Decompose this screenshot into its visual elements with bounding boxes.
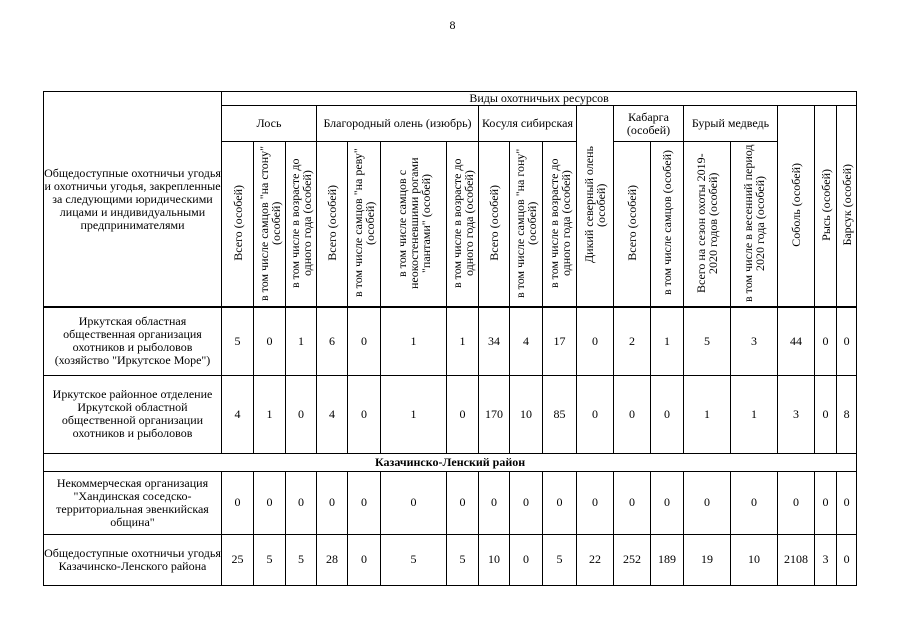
table-cell: 170: [479, 375, 510, 453]
table-cell: 0: [222, 471, 254, 534]
header-elk-total: Всего (особей): [222, 142, 254, 308]
table-cell: 5: [381, 534, 447, 585]
table-cell: 4: [510, 307, 543, 375]
table-cell: 85: [543, 375, 577, 453]
group-bear: Бурый медведь: [684, 106, 778, 142]
table-cell: 0: [447, 375, 479, 453]
table-cell: 2108: [778, 534, 815, 585]
row-org-name: Общедоступные охотничьи угодья Казачинско-Ленского района: [44, 534, 222, 585]
table-cell: 1: [381, 375, 447, 453]
district-title: Казачинско-Ленский район: [44, 453, 857, 471]
header-roe-total: Всего (особей): [479, 142, 510, 308]
table-cell: 0: [837, 471, 857, 534]
table-cell: 5: [286, 534, 317, 585]
row-org-name: Иркутская областная общественная организация охотников и рыболовов (хозяйство "Иркутское Море"): [44, 307, 222, 375]
row-org-name: Некоммерческая организация "Хандинская соседско-территориальная эвенкийская община": [44, 471, 222, 534]
table-cell: 0: [577, 307, 614, 375]
table-cell: 0: [815, 307, 837, 375]
header-deer-young: в том числе в возрасте до одного года (особей): [447, 142, 479, 308]
table-cell: 8: [837, 375, 857, 453]
header-deer-antler: в том числе самцов с неокостеневшими рогами "пантами" (особей): [381, 142, 447, 308]
table-cell: 0: [543, 471, 577, 534]
table-cell: 0: [510, 534, 543, 585]
table-cell: 25: [222, 534, 254, 585]
table-cell: 3: [731, 307, 778, 375]
header-lynx: Рысь (особей): [815, 106, 837, 308]
table-row: [44, 534, 857, 585]
table-cell: 0: [815, 471, 837, 534]
table-cell: 34: [479, 307, 510, 375]
table-cell: 0: [317, 471, 348, 534]
header-musk-males: в том числе самцов (особей): [651, 142, 684, 308]
header-deer-total: Всего (особей): [317, 142, 348, 308]
table-cell: 189: [651, 534, 684, 585]
header-bear-spring: в том числе в весенний период 2020 года (особей): [731, 142, 778, 308]
hunting-resources-table: [43, 91, 857, 586]
group-deer: Благородный олень (изюбрь): [317, 106, 479, 142]
table-cell: 0: [348, 471, 381, 534]
table-cell: 0: [837, 307, 857, 375]
header-roe-males: в том числе самцов "на гону" (особей): [510, 142, 543, 308]
table-cell: 5: [254, 534, 286, 585]
table-cell: 22: [577, 534, 614, 585]
table-cell: 4: [222, 375, 254, 453]
header-elk-males: в том числе самцов "на стону" (особей): [254, 142, 286, 308]
group-musk: Кабарга (особей): [614, 106, 684, 142]
header-elk-young: в том числе в возрасте до одного года (особей): [286, 142, 317, 308]
table-row: [44, 471, 857, 534]
table-cell: 0: [651, 375, 684, 453]
table-cell: 0: [614, 471, 651, 534]
table-cell: 0: [577, 375, 614, 453]
table-cell: 0: [510, 471, 543, 534]
table-cell: 0: [837, 534, 857, 585]
header-bear-season: Всего на сезон охоты 2019-2020 годов (особей): [684, 142, 731, 308]
table-cell: 1: [447, 307, 479, 375]
table-row: [44, 307, 857, 375]
header-deer-males: в том числе самцов "на реву" (особей): [348, 142, 381, 308]
header-reindeer: Дикий северный олень (особей): [577, 106, 614, 308]
table-cell: 3: [778, 375, 815, 453]
table-cell: 0: [381, 471, 447, 534]
table-cell: 5: [543, 534, 577, 585]
table-cell: 252: [614, 534, 651, 585]
species-header: Виды охотничьих ресурсов: [222, 92, 857, 106]
table-cell: 1: [684, 375, 731, 453]
table-cell: 6: [317, 307, 348, 375]
table-cell: 1: [381, 307, 447, 375]
header-badger: Барсук (особей): [837, 106, 857, 308]
table-cell: 1: [651, 307, 684, 375]
table-cell: 0: [815, 375, 837, 453]
table-cell: 3: [815, 534, 837, 585]
table-cell: 1: [286, 307, 317, 375]
table-cell: 44: [778, 307, 815, 375]
table-cell: 0: [614, 375, 651, 453]
table-cell: 0: [254, 471, 286, 534]
table-cell: 10: [731, 534, 778, 585]
group-elk: Лось: [222, 106, 317, 142]
table-cell: 0: [447, 471, 479, 534]
table-cell: 0: [348, 307, 381, 375]
table-cell: 5: [684, 307, 731, 375]
header-musk-total: Всего (особей): [614, 142, 651, 308]
table-cell: 0: [778, 471, 815, 534]
table-cell: 28: [317, 534, 348, 585]
table-cell: 0: [348, 534, 381, 585]
page-number: 8: [449, 18, 456, 32]
group-roe: Косуля сибирская: [479, 106, 577, 142]
table-cell: 17: [543, 307, 577, 375]
table-cell: 0: [651, 471, 684, 534]
table-cell: 10: [479, 534, 510, 585]
table-cell: 4: [317, 375, 348, 453]
row-org-name: Иркутское районное отделение Иркутской областной общественной организации охотников и рыболовов: [44, 375, 222, 453]
table-cell: 0: [286, 471, 317, 534]
table-cell: 0: [577, 471, 614, 534]
table-cell: 0: [348, 375, 381, 453]
header-roe-young: в том числе в возрасте до одного года (особей): [543, 142, 577, 308]
district-row: [44, 453, 857, 471]
table-cell: 0: [479, 471, 510, 534]
table-cell: 5: [447, 534, 479, 585]
rowlabel-header: Общедоступные охотничьи угодья и охотничьи угодья, закрепленные за следующими юридическими лицами и индивидуальными предпринимателями: [44, 92, 222, 308]
table-row: [44, 375, 857, 453]
table-cell: 1: [731, 375, 778, 453]
table-cell: 0: [731, 471, 778, 534]
table-cell: 19: [684, 534, 731, 585]
header-sable: Соболь (особей): [778, 106, 815, 308]
table-cell: 5: [222, 307, 254, 375]
table-cell: 1: [254, 375, 286, 453]
table-cell: 0: [286, 375, 317, 453]
table-cell: 2: [614, 307, 651, 375]
table-cell: 0: [254, 307, 286, 375]
table-cell: 0: [684, 471, 731, 534]
table-cell: 10: [510, 375, 543, 453]
